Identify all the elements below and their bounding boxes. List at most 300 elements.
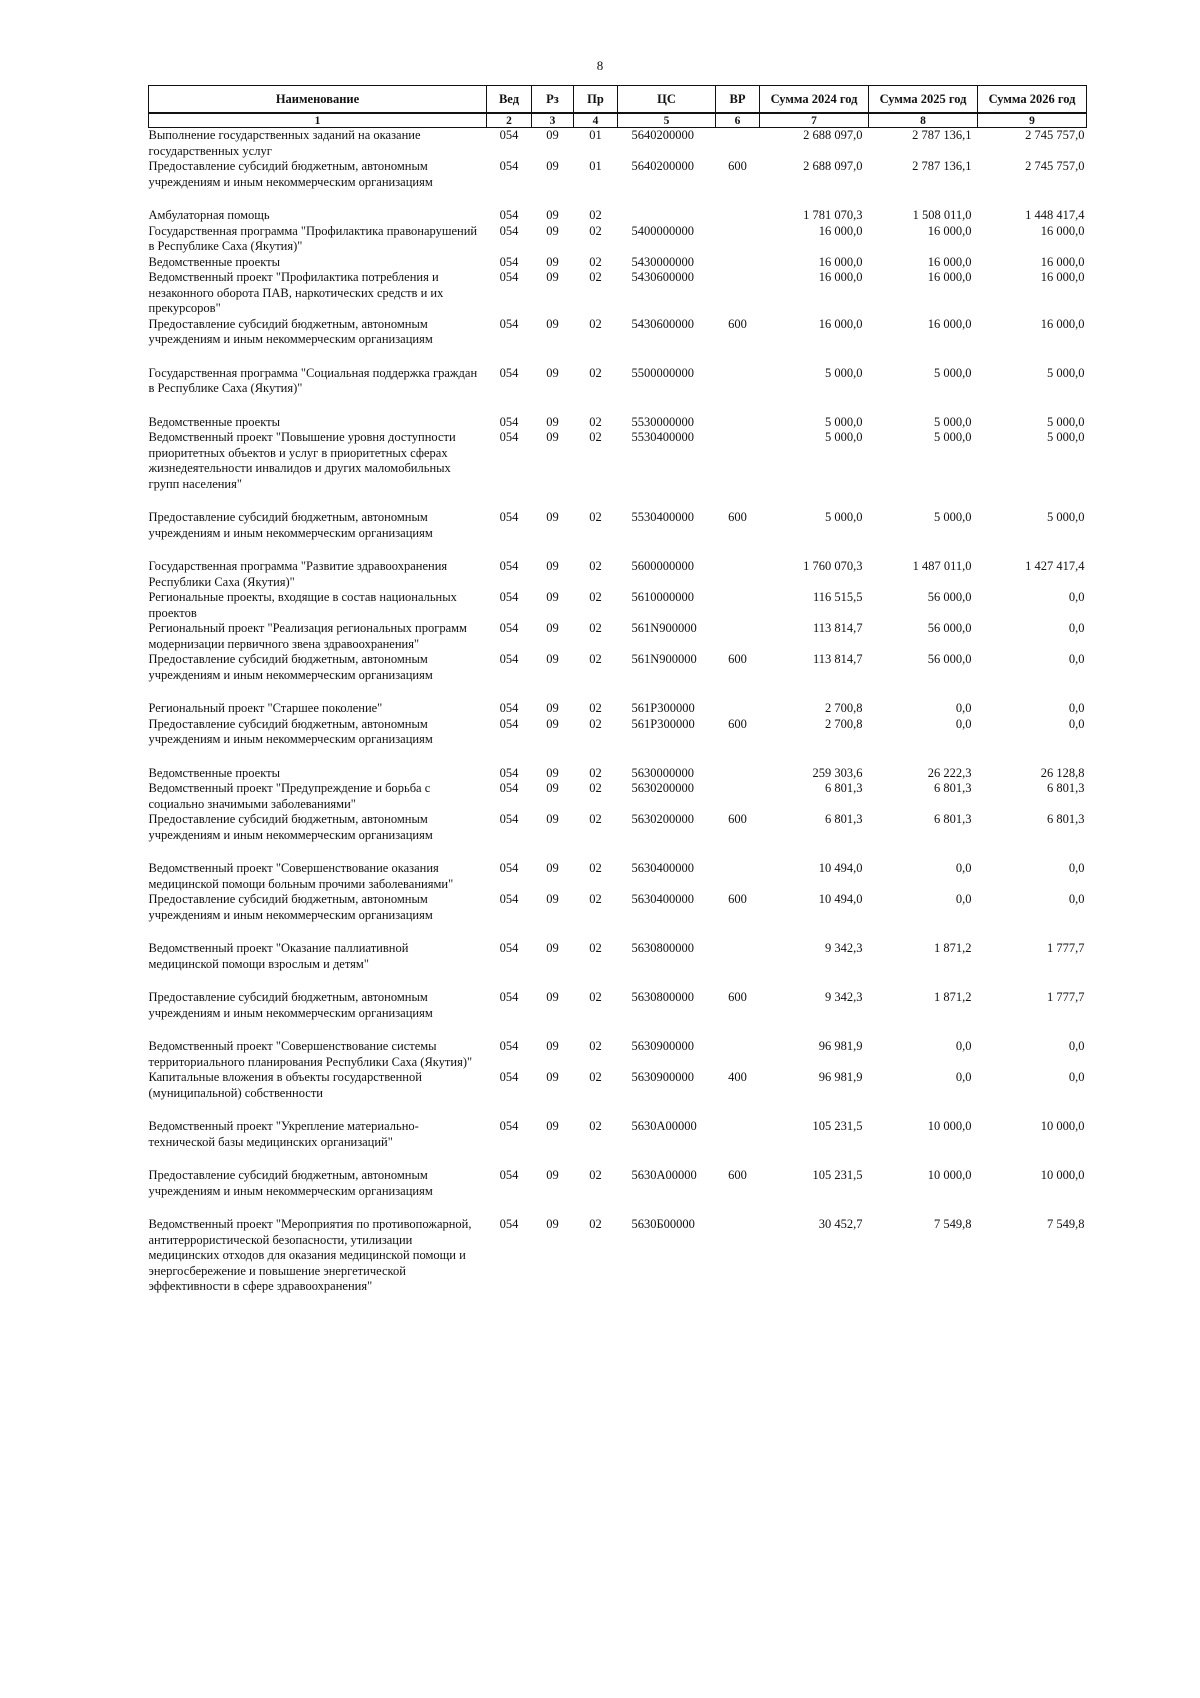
row-spacer	[149, 843, 1087, 861]
row-sum-2025: 16 000,0	[927, 270, 972, 284]
header-name: Наименование	[149, 86, 487, 114]
row-sum-2026: 16 000,0	[1040, 254, 1085, 269]
row-sum-2026: 0,0	[1068, 892, 1085, 906]
table-row	[149, 510, 1087, 541]
row-name: Выполнение государственных заданий на оказание государственных услуг	[148, 128, 421, 158]
row-sum-2024: 6 801,3	[825, 781, 863, 795]
row-spacer-cell	[149, 492, 1087, 510]
table-row	[149, 270, 1087, 317]
row-cs: 5430000000	[631, 254, 694, 269]
row-sum-2025: 2 787 136,1	[912, 128, 972, 142]
row-vr	[716, 224, 760, 255]
row-rz: 09	[546, 208, 559, 222]
row-vr: 600	[728, 316, 747, 331]
row-ved: 054	[499, 316, 519, 331]
row-vr	[716, 1217, 760, 1295]
row-sum-2025: 1 508 011,0	[912, 208, 972, 222]
row-sum-2026: 1 427 417,4	[1025, 559, 1085, 573]
row-name: Предоставление субсидий бюджетным, автономным учреждениям и иным некоммерческим организациям	[148, 990, 433, 1020]
row-name: Ведомственный проект "Предупреждение и борьба с социально значимыми заболеваниями"	[148, 781, 431, 811]
column-number: 8	[869, 113, 978, 128]
row-sum-2025: 5 000,0	[934, 510, 972, 524]
table-row	[149, 717, 1087, 748]
row-ved: 054	[499, 254, 519, 269]
row-spacer	[149, 748, 1087, 766]
row-name: Ведомственный проект "Укрепление материально-технической базы медицинских организаций"	[148, 1119, 419, 1149]
row-cs: 5600000000	[631, 559, 694, 573]
row-pr: 02	[589, 781, 602, 795]
table-body	[149, 128, 1087, 1295]
row-cs: 5640200000	[631, 128, 694, 142]
row-vr	[716, 1039, 760, 1070]
row-rz: 09	[546, 716, 559, 731]
column-number: 2	[487, 113, 532, 128]
row-pr: 02	[589, 270, 602, 284]
table-row	[149, 224, 1087, 255]
row-name: Государственная программа "Развитие здравоохранения Республики Саха (Якутия)"	[148, 559, 448, 589]
row-sum-2024: 10 494,0	[818, 861, 863, 875]
table-row	[149, 208, 1087, 224]
row-pr: 02	[589, 559, 602, 573]
table-row	[149, 1168, 1087, 1199]
row-rz: 09	[546, 159, 559, 173]
row-sum-2026: 5 000,0	[1047, 365, 1085, 380]
row-pr: 02	[589, 1168, 602, 1182]
row-pr: 02	[589, 590, 602, 604]
row-sum-2025: 26 222,3	[927, 765, 972, 780]
row-vr	[716, 590, 760, 621]
row-cs: 5640200000	[631, 159, 694, 173]
row-rz: 09	[546, 316, 559, 331]
row-rz: 09	[546, 621, 559, 635]
row-cs: 5630А00000	[631, 1119, 697, 1133]
row-name: Предоставление субсидий бюджетным, автономным учреждениям и иным некоммерческим организациям	[148, 812, 433, 842]
row-pr: 02	[589, 941, 602, 955]
row-spacer	[149, 1101, 1087, 1119]
row-ved: 054	[499, 414, 519, 429]
row-sum-2026: 2 745 757,0	[1025, 128, 1085, 142]
row-ved: 054	[499, 1039, 519, 1053]
row-name: Ведомственный проект "Совершенствование оказания медицинской помощи больным прочими заболеваниями"	[148, 861, 454, 891]
row-sum-2026: 1 777,7	[1047, 990, 1085, 1004]
row-sum-2024: 96 981,9	[818, 1070, 863, 1084]
row-ved: 054	[499, 365, 519, 380]
row-sum-2026: 16 000,0	[1040, 270, 1085, 284]
row-name: Предоставление субсидий бюджетным, автономным учреждениям и иным некоммерческим организациям	[148, 159, 433, 189]
table-row	[149, 1039, 1087, 1070]
header-pr: Пр	[574, 86, 618, 114]
row-sum-2026: 1 448 417,4	[1025, 208, 1085, 222]
row-sum-2025: 0,0	[955, 861, 972, 875]
row-rz: 09	[546, 941, 559, 955]
row-sum-2024: 105 231,5	[812, 1168, 863, 1182]
row-vr: 600	[728, 159, 747, 173]
row-sum-2024: 16 000,0	[818, 270, 863, 284]
row-spacer	[149, 1021, 1087, 1039]
row-name: Предоставление субсидий бюджетным, автономным учреждениям и иным некоммерческим организациям	[148, 716, 433, 746]
row-sum-2025: 10 000,0	[927, 1119, 972, 1133]
column-number: 4	[574, 113, 618, 128]
table-row	[149, 366, 1087, 397]
row-rz: 09	[546, 1119, 559, 1133]
row-pr: 01	[589, 128, 602, 142]
row-pr: 02	[589, 1217, 602, 1231]
row-cs: 5630Б00000	[631, 1217, 695, 1231]
row-cs: 561P300000	[631, 701, 695, 715]
row-rz: 09	[546, 652, 559, 666]
row-vr	[716, 701, 760, 717]
row-vr	[716, 255, 760, 271]
row-vr	[716, 430, 760, 492]
row-cs: 5630А00000	[631, 1168, 697, 1182]
row-spacer	[149, 541, 1087, 559]
row-ved: 054	[499, 861, 519, 875]
row-pr: 02	[589, 1119, 602, 1133]
column-number: 6	[716, 113, 760, 128]
row-sum-2024: 5 000,0	[825, 510, 863, 524]
row-ved: 054	[499, 765, 519, 780]
table-row	[149, 766, 1087, 782]
header-sum-2024: Сумма 2024 год	[760, 86, 869, 114]
row-spacer-cell	[149, 348, 1087, 366]
row-sum-2024: 2 700,8	[825, 716, 863, 731]
row-sum-2025: 1 487 011,0	[912, 559, 972, 573]
row-cs: 5610000000	[631, 590, 694, 604]
row-pr: 02	[589, 716, 602, 731]
row-sum-2026: 0,0	[1068, 590, 1085, 604]
row-sum-2024: 113 814,7	[812, 621, 863, 635]
row-spacer-cell	[149, 1101, 1087, 1119]
row-ved: 054	[499, 1070, 519, 1084]
row-pr: 02	[589, 990, 602, 1004]
table-row	[149, 590, 1087, 621]
row-spacer-cell	[149, 1021, 1087, 1039]
table-row	[149, 317, 1087, 348]
row-cs: 5630900000	[631, 1070, 694, 1084]
row-ved: 054	[499, 941, 519, 955]
row-sum-2026: 26 128,8	[1040, 765, 1085, 780]
row-name: Государственная программа "Профилактика правонарушений в Республике Саха (Якутия)"	[148, 223, 478, 253]
row-spacer-cell	[149, 1199, 1087, 1217]
table-row	[149, 430, 1087, 492]
row-rz: 09	[546, 128, 559, 142]
row-spacer	[149, 923, 1087, 941]
row-rz: 09	[546, 414, 559, 429]
row-pr: 02	[589, 861, 602, 875]
row-pr: 02	[589, 701, 602, 715]
row-spacer	[149, 1199, 1087, 1217]
header-cs: ЦС	[618, 86, 716, 114]
row-sum-2025: 56 000,0	[927, 652, 972, 666]
row-sum-2025: 5 000,0	[934, 414, 972, 429]
row-ved: 054	[499, 510, 519, 524]
row-sum-2026: 6 801,3	[1047, 812, 1085, 826]
budget-table-sheet	[148, 85, 1086, 1295]
table-row	[149, 652, 1087, 683]
row-vr	[716, 941, 760, 972]
row-sum-2026: 5 000,0	[1047, 510, 1085, 524]
row-name: Амбулаторная помощь	[148, 208, 270, 222]
row-name: Ведомственный проект "Повышение уровня доступности приоритетных объектов и услуг в приоритетных сферах жизнедеятельности инвалидов и других маломобильных групп населения"	[148, 430, 456, 491]
table-row	[149, 128, 1087, 160]
row-sum-2026: 0,0	[1068, 716, 1085, 731]
row-sum-2024: 9 342,3	[825, 941, 863, 955]
row-cs: 561P300000	[631, 716, 695, 731]
row-pr: 02	[589, 430, 602, 444]
row-sum-2026: 7 549,8	[1047, 1217, 1085, 1231]
row-rz: 09	[546, 223, 559, 238]
row-cs: 5630900000	[631, 1039, 694, 1053]
row-cs	[618, 208, 716, 224]
row-vr: 600	[728, 990, 747, 1004]
row-name: Предоставление субсидий бюджетным, автономным учреждениям и иным некоммерческим организациям	[148, 892, 433, 922]
row-ved: 054	[499, 1119, 519, 1133]
row-vr	[716, 766, 760, 782]
row-sum-2025: 2 787 136,1	[912, 159, 972, 173]
row-vr: 600	[728, 892, 747, 906]
row-sum-2024: 116 515,5	[812, 590, 863, 604]
row-sum-2025: 5 000,0	[934, 365, 972, 380]
row-name: Ведомственный проект "Оказание паллиативной медицинской помощи взрослым и детям"	[148, 941, 409, 971]
row-vr	[716, 559, 760, 590]
row-ved: 054	[499, 652, 519, 666]
row-sum-2024: 5 000,0	[825, 430, 863, 444]
row-sum-2025: 1 871,2	[934, 941, 972, 955]
row-sum-2026: 0,0	[1068, 701, 1085, 715]
row-sum-2024: 113 814,7	[812, 652, 863, 666]
row-sum-2025: 16 000,0	[927, 316, 972, 331]
row-rz: 09	[546, 254, 559, 269]
row-vr	[716, 1119, 760, 1150]
column-number: 3	[532, 113, 574, 128]
row-sum-2024: 259 303,6	[812, 765, 863, 780]
row-rz: 09	[546, 430, 559, 444]
row-rz: 09	[546, 1217, 559, 1231]
row-rz: 09	[546, 1168, 559, 1182]
row-rz: 09	[546, 812, 559, 826]
row-vr	[716, 861, 760, 892]
row-sum-2024: 16 000,0	[818, 254, 863, 269]
row-sum-2026: 5 000,0	[1047, 414, 1085, 429]
row-sum-2026: 10 000,0	[1040, 1168, 1085, 1182]
row-sum-2026: 0,0	[1068, 1070, 1085, 1084]
row-ved: 054	[499, 159, 519, 173]
column-number: 5	[618, 113, 716, 128]
row-cs: 5530400000	[631, 510, 694, 524]
row-cs: 5630400000	[631, 861, 694, 875]
row-rz: 09	[546, 1039, 559, 1053]
row-sum-2025: 0,0	[955, 1070, 972, 1084]
row-vr: 600	[728, 716, 747, 731]
row-rz: 09	[546, 1070, 559, 1084]
row-ved: 054	[499, 430, 519, 444]
row-rz: 09	[546, 990, 559, 1004]
table-row	[149, 812, 1087, 843]
row-spacer-cell	[149, 190, 1087, 208]
row-spacer-cell	[149, 923, 1087, 941]
row-pr: 02	[589, 316, 602, 331]
row-ved: 054	[499, 716, 519, 731]
row-cs: 5630200000	[631, 781, 694, 795]
table-row	[149, 415, 1087, 431]
row-spacer-cell	[149, 843, 1087, 861]
table-row	[149, 861, 1087, 892]
row-sum-2024: 2 700,8	[825, 701, 863, 715]
row-ved: 054	[499, 621, 519, 635]
table-row	[149, 559, 1087, 590]
row-rz: 09	[546, 781, 559, 795]
row-rz: 09	[546, 861, 559, 875]
row-sum-2024: 2 688 097,0	[803, 159, 863, 173]
row-cs: 5630800000	[631, 941, 694, 955]
row-sum-2025: 10 000,0	[927, 1168, 972, 1182]
row-rz: 09	[546, 765, 559, 780]
row-name: Региональные проекты, входящие в состав национальных проектов	[148, 590, 457, 620]
row-pr: 02	[589, 765, 602, 780]
page-number: 8	[596, 58, 604, 73]
row-sum-2024: 16 000,0	[818, 316, 863, 331]
header-row	[149, 86, 1087, 114]
column-number: 7	[760, 113, 869, 128]
row-sum-2025: 0,0	[955, 1039, 972, 1053]
row-cs: 5630200000	[631, 812, 694, 826]
row-sum-2026: 1 777,7	[1047, 941, 1085, 955]
row-sum-2026: 10 000,0	[1040, 1119, 1085, 1133]
row-vr: 600	[728, 510, 747, 524]
row-name: Предоставление субсидий бюджетным, автономным учреждениям и иным некоммерческим организациям	[148, 316, 433, 346]
table-row	[149, 1217, 1087, 1295]
row-pr: 02	[589, 1039, 602, 1053]
row-name: Ведомственный проект "Мероприятия по противопожарной, антитеррористической безопасности, утилизации медицинских отходов для оказания медицинской помощи и энергосбережение и повышение энергетической эффективности в сфере здравоохранения"	[148, 1217, 472, 1293]
row-vr	[716, 366, 760, 397]
row-sum-2024: 1 760 070,3	[803, 559, 863, 573]
row-cs: 561N900000	[631, 621, 697, 635]
row-sum-2026: 0,0	[1068, 861, 1085, 875]
row-spacer	[149, 683, 1087, 701]
row-spacer-cell	[149, 1150, 1087, 1168]
row-cs: 5630000000	[631, 765, 694, 780]
row-vr	[716, 781, 760, 812]
row-name: Капитальные вложения в объекты государственной (муниципальной) собственности	[148, 1070, 422, 1100]
table-row	[149, 1070, 1087, 1101]
table-row	[149, 701, 1087, 717]
row-spacer	[149, 190, 1087, 208]
row-sum-2025: 0,0	[955, 716, 972, 731]
row-sum-2025: 1 871,2	[934, 990, 972, 1004]
row-cs: 5500000000	[631, 365, 694, 380]
row-rz: 09	[546, 270, 559, 284]
row-ved: 054	[499, 559, 519, 573]
row-sum-2025: 6 801,3	[934, 812, 972, 826]
row-ved: 054	[499, 590, 519, 604]
row-vr	[716, 270, 760, 317]
row-cs: 5530400000	[631, 430, 694, 444]
row-spacer-cell	[149, 683, 1087, 701]
row-ved: 054	[499, 781, 519, 795]
row-name: Ведомственные проекты	[148, 414, 281, 429]
row-sum-2024: 1 781 070,3	[803, 208, 863, 222]
row-name: Ведомственный проект "Профилактика потребления и незаконного оборота ПАВ, наркотических средств и их прекурсоров"	[148, 270, 444, 315]
row-cs: 5630800000	[631, 990, 694, 1004]
header-ved: Вед	[487, 86, 532, 114]
row-sum-2026: 0,0	[1068, 621, 1085, 635]
row-sum-2024: 10 494,0	[818, 892, 863, 906]
row-sum-2025: 56 000,0	[927, 590, 972, 604]
row-name: Региональный проект "Реализация региональных программ модернизации первичного звена здравоохранения"	[148, 621, 467, 651]
row-sum-2026: 0,0	[1068, 1039, 1085, 1053]
row-sum-2024: 96 981,9	[818, 1039, 863, 1053]
row-rz: 09	[546, 365, 559, 380]
row-sum-2025: 5 000,0	[934, 430, 972, 444]
row-spacer-cell	[149, 541, 1087, 559]
table-row	[149, 781, 1087, 812]
row-cs: 5400000000	[631, 223, 694, 238]
row-vr	[716, 415, 760, 431]
row-name: Предоставление субсидий бюджетным, автономным учреждениям и иным некоммерческим организациям	[148, 510, 433, 540]
row-spacer	[149, 397, 1087, 415]
row-spacer-cell	[149, 748, 1087, 766]
row-pr: 02	[589, 223, 602, 238]
row-sum-2025: 0,0	[955, 701, 972, 715]
row-pr: 02	[589, 621, 602, 635]
row-pr: 02	[589, 510, 602, 524]
row-sum-2026: 16 000,0	[1040, 223, 1085, 238]
row-ved: 054	[499, 208, 519, 222]
row-sum-2025: 16 000,0	[927, 254, 972, 269]
row-name: Ведомственные проекты	[148, 765, 281, 780]
row-sum-2024: 9 342,3	[825, 990, 863, 1004]
row-sum-2024: 30 452,7	[818, 1217, 863, 1231]
column-number-row	[149, 113, 1087, 128]
row-pr: 02	[589, 254, 602, 269]
row-name: Региональный проект "Старшее поколение"	[148, 701, 383, 715]
row-name: Предоставление субсидий бюджетным, автономным учреждениям и иным некоммерческим организациям	[148, 652, 433, 682]
row-pr: 02	[589, 208, 602, 222]
row-sum-2026: 0,0	[1068, 652, 1085, 666]
row-name: Государственная программа "Социальная поддержка граждан в Республике Саха (Якутия)"	[148, 365, 478, 395]
row-sum-2026: 5 000,0	[1047, 430, 1085, 444]
row-cs: 561N900000	[631, 652, 697, 666]
column-number: 1	[149, 113, 487, 128]
row-spacer	[149, 1150, 1087, 1168]
table-row	[149, 990, 1087, 1021]
row-sum-2025: 56 000,0	[927, 621, 972, 635]
row-pr: 02	[589, 414, 602, 429]
row-cs: 5430600000	[631, 316, 694, 331]
row-rz: 09	[546, 701, 559, 715]
row-pr: 02	[589, 892, 602, 906]
row-sum-2026: 2 745 757,0	[1025, 159, 1085, 173]
row-name: Предоставление субсидий бюджетным, автономным учреждениям и иным некоммерческим организациям	[148, 1168, 433, 1198]
row-pr: 02	[589, 1070, 602, 1084]
header-sum-2026: Сумма 2026 год	[978, 86, 1087, 114]
row-ved: 054	[499, 990, 519, 1004]
header-vr: ВР	[716, 86, 760, 114]
row-ved: 054	[499, 223, 519, 238]
row-ved: 054	[499, 1217, 519, 1231]
row-ved: 054	[499, 128, 519, 142]
row-rz: 09	[546, 590, 559, 604]
row-spacer-cell	[149, 397, 1087, 415]
header-rz: Рз	[532, 86, 574, 114]
row-spacer	[149, 492, 1087, 510]
row-pr: 01	[589, 159, 602, 173]
row-rz: 09	[546, 559, 559, 573]
row-sum-2024: 5 000,0	[825, 414, 863, 429]
row-sum-2024: 2 688 097,0	[803, 128, 863, 142]
row-cs: 5630400000	[631, 892, 694, 906]
table-row	[149, 159, 1087, 190]
